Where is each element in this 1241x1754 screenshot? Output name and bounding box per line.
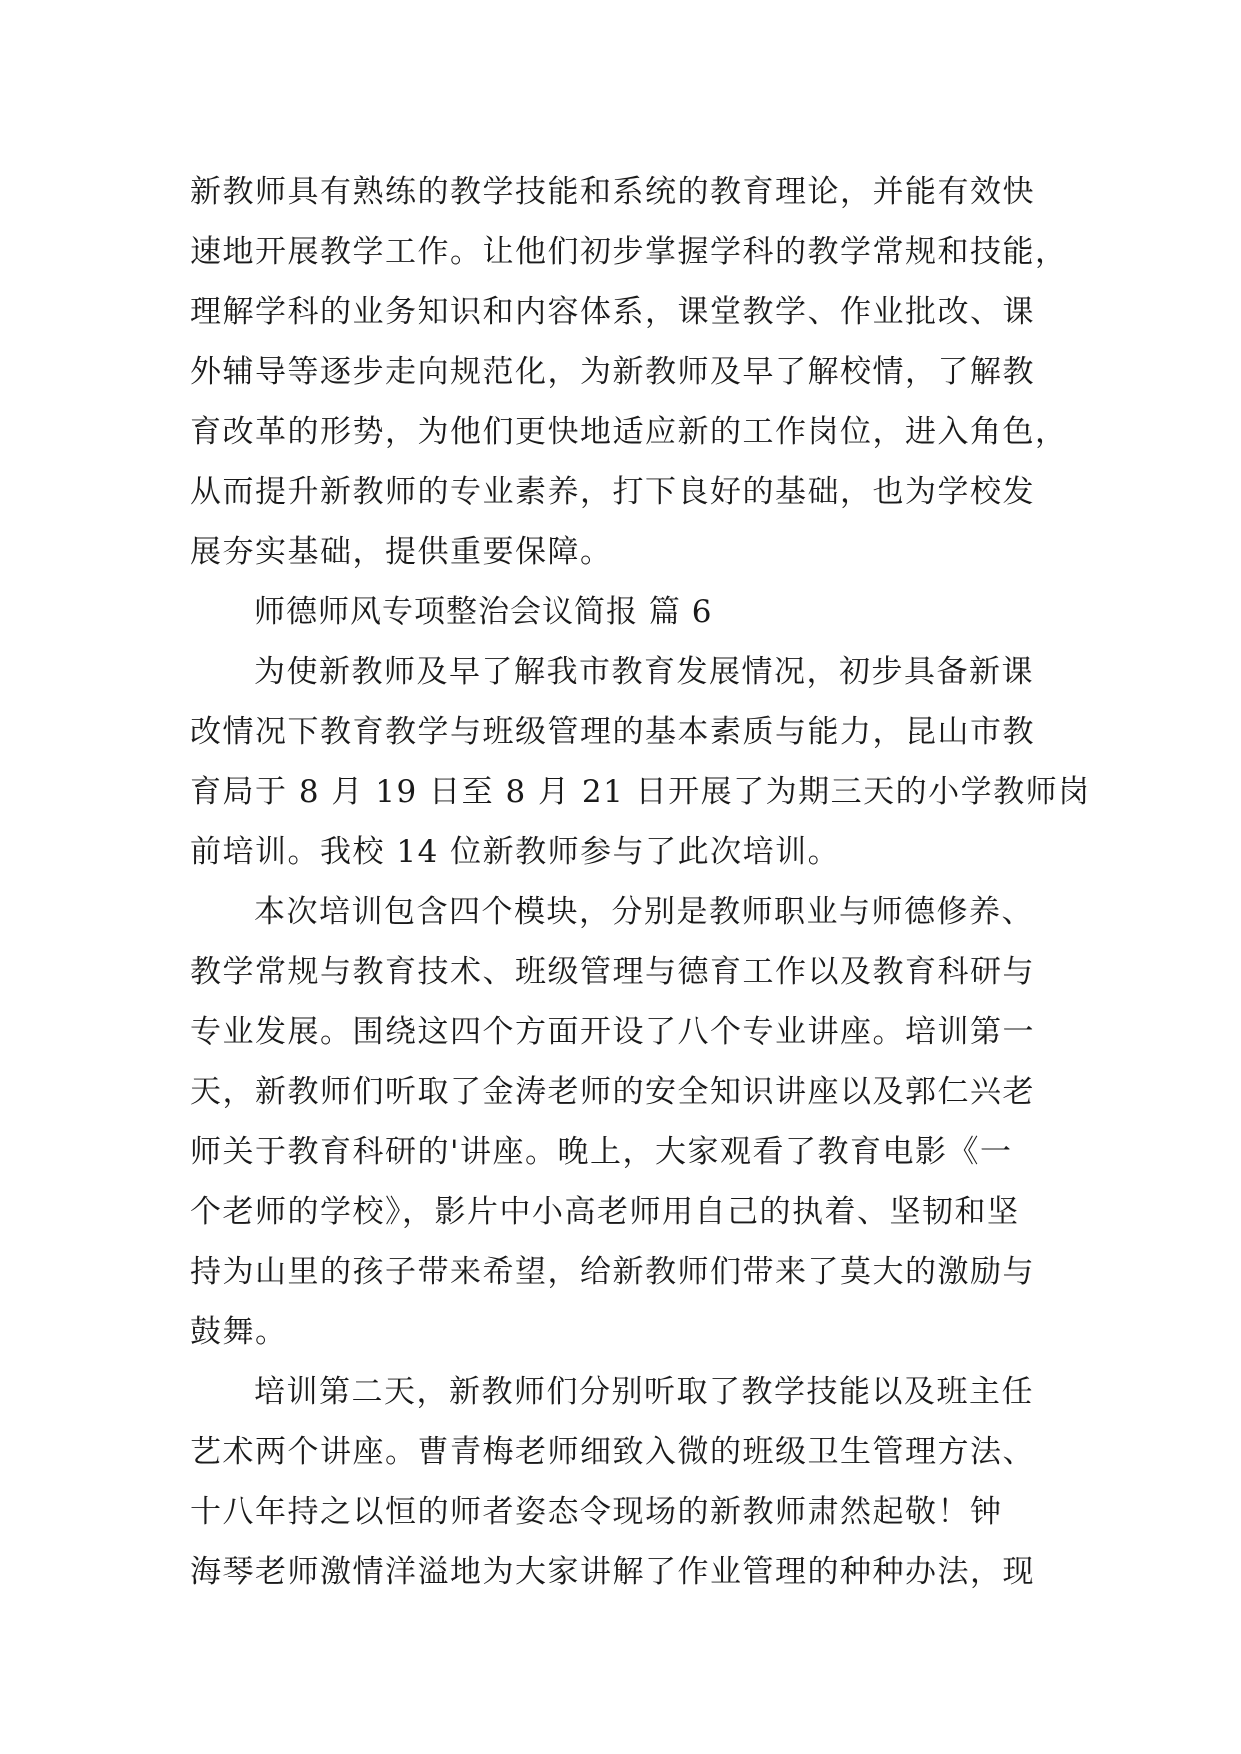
paragraph-line: 为使新教师及早了解我市教育发展情况，初步具备新课 <box>254 654 1034 690</box>
paragraph-line: 十八年持之以恒的师者姿态令现场的新教师肃然起敬！钟 <box>190 1494 1003 1530</box>
paragraph-line: 持为山里的孩子带来希望，给新教师们带来了莫大的激励与 <box>190 1254 1035 1290</box>
paragraph-line: 速地开展教学工作。让他们初步掌握学科的教学常规和技能， <box>190 234 1068 270</box>
paragraph-line: 海琴老师激情洋溢地为大家讲解了作业管理的种种办法，现 <box>190 1554 1035 1590</box>
paragraph-line: 专业发展。围绕这四个方面开设了八个专业讲座。培训第一 <box>190 1014 1035 1050</box>
paragraph-line: 改情况下教育教学与班级管理的基本素质与能力，昆山市教 <box>190 714 1035 750</box>
paragraph-line: 本次培训包含四个模块，分别是教师职业与师德修养、 <box>254 894 1034 930</box>
paragraph-line: 个老师的学校》，影片中小高老师用自己的执着、坚韧和坚 <box>190 1194 1020 1230</box>
paragraph-line: 理解学科的业务知识和内容体系，课堂教学、作业批改、课 <box>190 294 1035 330</box>
paragraph-line: 从而提升新教师的专业素养，打下良好的基础，也为学校发 <box>190 474 1035 510</box>
paragraph-line: 新教师具有熟练的教学技能和系统的教育理论，并能有效快 <box>190 174 1035 210</box>
paragraph-line: 师关于教育科研的'讲座。晚上，大家观看了教育电影《一 <box>190 1134 1013 1170</box>
paragraph-line: 教学常规与教育技术、班级管理与德育工作以及教育科研与 <box>190 954 1035 990</box>
paragraph-line: 外辅导等逐步走向规范化，为新教师及早了解校情，了解教 <box>190 354 1035 390</box>
paragraph-line: 育局于 8 月 19 日至 8 月 21 日开展了为期三天的小学教师岗 <box>190 774 1091 810</box>
section-heading: 师德师风专项整治会议简报 篇 6 <box>254 594 713 630</box>
paragraph-line: 天，新教师们听取了金涛老师的安全知识讲座以及郭仁兴老 <box>190 1074 1035 1110</box>
paragraph-line: 展夯实基础，提供重要保障。 <box>190 534 613 570</box>
document-body <box>190 162 1090 1602</box>
paragraph-line: 前培训。我校 14 位新教师参与了此次培训。 <box>190 834 841 870</box>
paragraph-line: 育改革的形势，为他们更快地适应新的工作岗位，进入角色， <box>190 414 1068 450</box>
paragraph-line: 艺术两个讲座。曹青梅老师细致入微的班级卫生管理方法、 <box>190 1434 1035 1470</box>
paragraph-line: 鼓舞。 <box>190 1314 288 1350</box>
paragraph-line: 培训第二天，新教师们分别听取了教学技能以及班主任 <box>254 1374 1034 1410</box>
